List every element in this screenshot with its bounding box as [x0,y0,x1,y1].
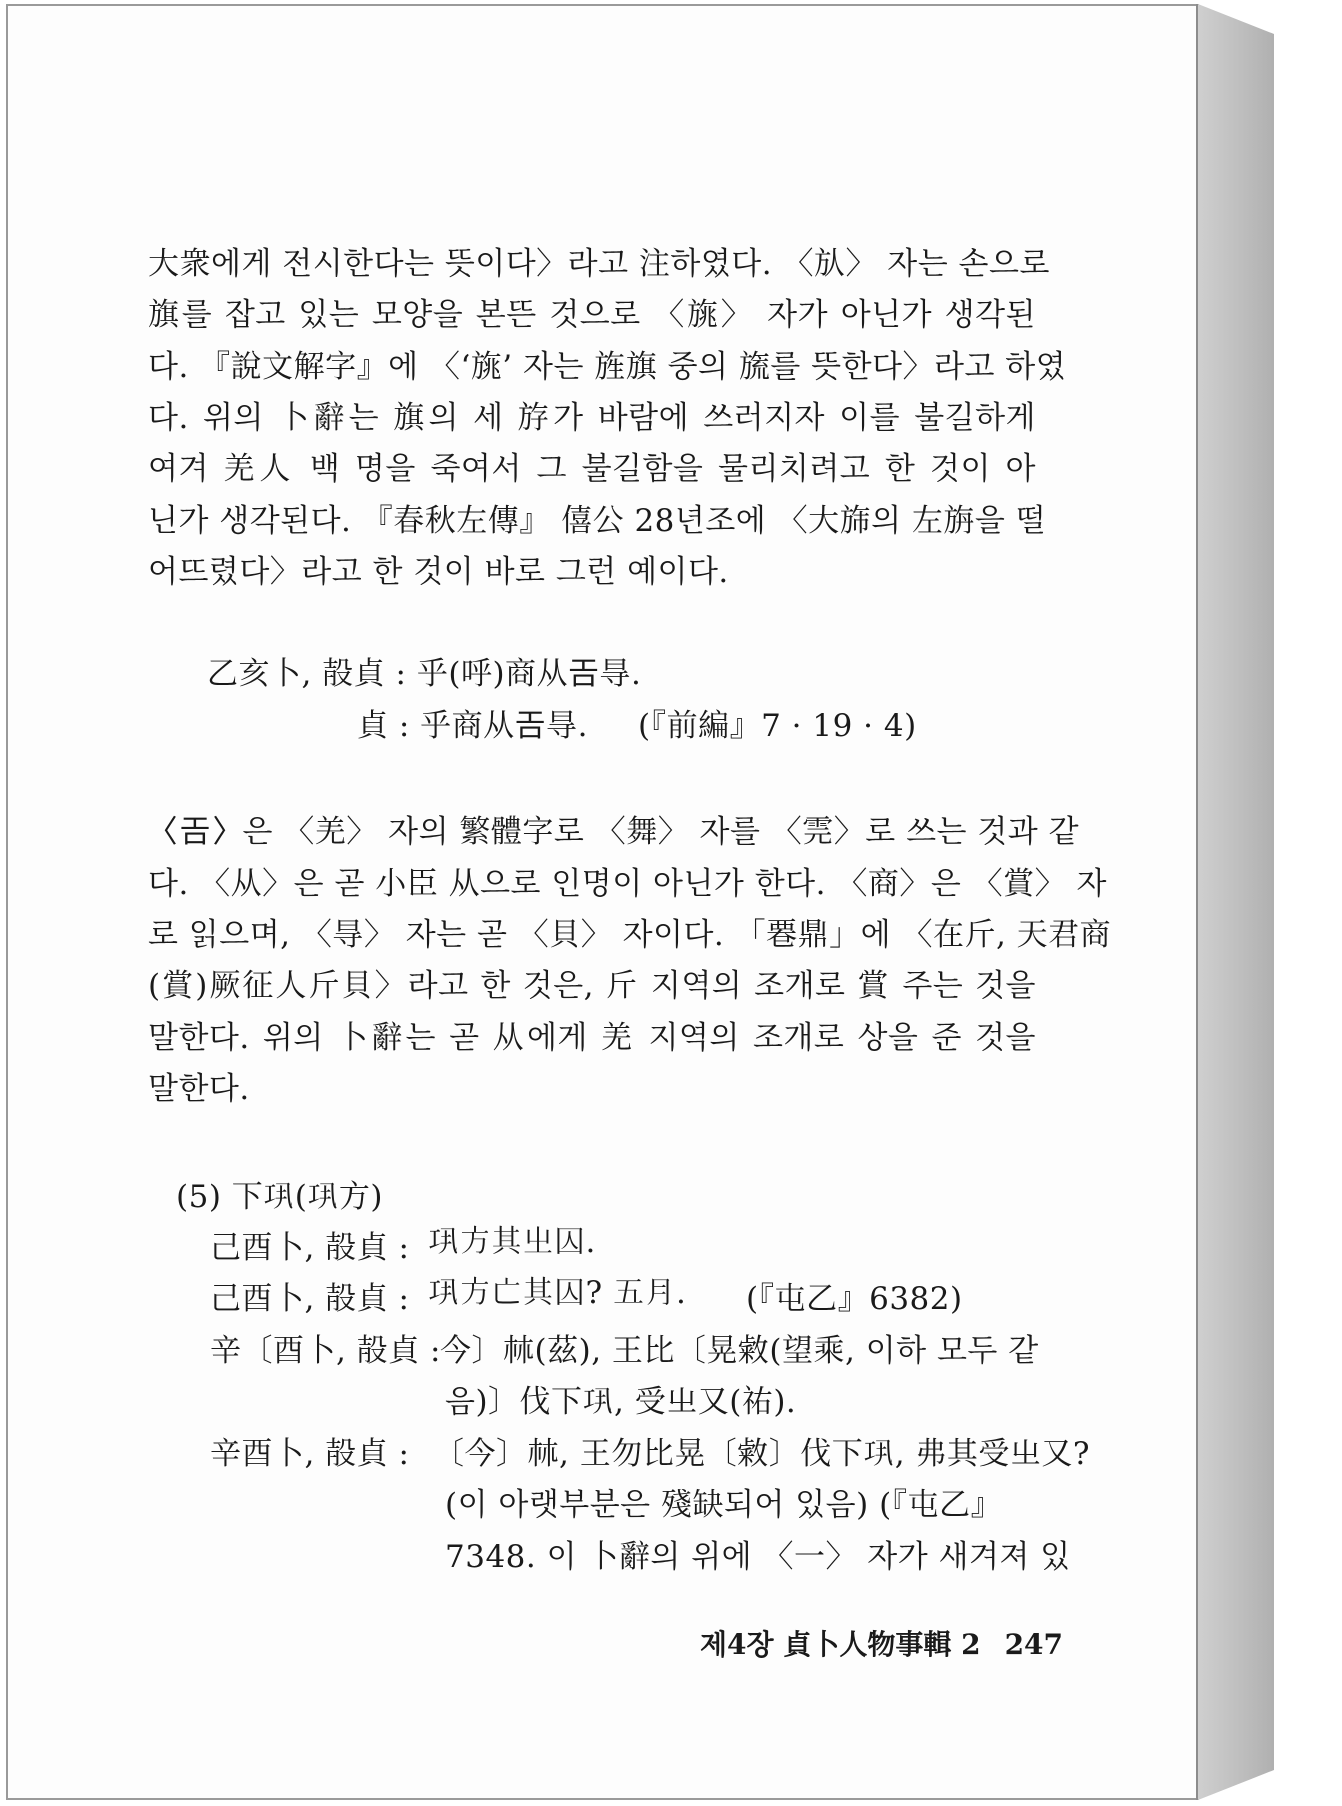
text-line: 여겨 羌人 백 명을 죽여서 그 불길함을 물리치려고 한 것이 아 [148,451,1036,487]
text-line: 旗를 잡고 있는 모양을 본뜬 것으로 〈旐〉 자가 아닌가 생각된 [148,297,1036,333]
inscription-prefix: 己酉卜, 㱿貞 : [210,1230,410,1266]
inscription-text: 7348. 이 卜辭의 위에 〈一〉 자가 새겨져 있 [445,1539,1071,1575]
inscription-source: (『屯乙』6382) [746,1281,963,1317]
inscription-text: 음)〕伐下𢀜, 受㞢又(祐). [445,1384,797,1420]
inscription-line: 乙亥卜, 㱿貞 : 乎(呼)商从𢀛㝵. [207,656,642,692]
text-line: 다. 〈从〉은 곧 小臣 从으로 인명이 아닌가 한다. 〈商〉은 〈賞〉 자 [148,866,1107,902]
page-number: 247 [1004,1628,1064,1661]
section-heading: (5) 下𢀜(𢀜方) [176,1179,383,1215]
running-header: 제4장 貞卜人物事輯 2 [700,1628,981,1661]
text-line: (賞)厥征人斤貝〉라고 한 것은, 斤 지역의 조개로 賞 주는 것을 [148,968,1036,1004]
inscription-prefix: 己酉卜, 㱿貞 : [210,1281,410,1317]
text-line: 말한다. [148,1071,250,1107]
page-footer [700,1623,1063,1663]
book-page-stack-edge [1198,4,1274,1800]
inscription-source: (『前編』7 · 19 · 4) [638,708,917,744]
inscription-text: 〔今〕𣏟, 王勿比晃〔敹〕伐下𢀜, 弗其受㞢又? [433,1436,1091,1472]
inscription-prefix: 辛〔酉卜, 㱿貞 : [210,1333,442,1369]
text-line: 로 읽으며, 〈㝵〉 자는 곧 〈貝〉 자이다. 「䙴鼎」에 〈在斤, 天君商 [148,917,1112,953]
text-line: 어뜨렸다〉라고 한 것이 바로 그런 예이다. [148,554,729,590]
inscription-text: 今〕𣏟(茲), 王比〔晃敹(望乘, 이하 모두 같 [440,1333,1039,1369]
text-line: 말한다. 위의 卜辭는 곧 从에게 羌 지역의 조개로 상을 준 것을 [148,1020,1036,1056]
inscription-text: 𢀜方其㞢囚. [428,1224,596,1260]
inscription-text: (이 아랫부분은 殘缺되어 있음) (『屯乙』 [445,1487,1003,1523]
inscription-prefix: 辛酉卜, 㱿貞 : [210,1436,410,1472]
text-line: 〈𢀛〉은 〈羌〉 자의 繁體字로 〈舞〉 자를 〈䨌〉로 쓰는 것과 같 [148,814,1080,850]
inscription-text: 𢀜方亡其囚? 五月. [428,1275,687,1311]
text-line: 大衆에게 전시한다는 뜻이다〉라고 注하였다. 〈㫃〉 자는 손으로 [148,246,1050,282]
text-line: 다. 위의 卜辭는 旗의 세 斿가 바람에 쓰러지자 이를 불길하게 [148,400,1036,436]
text-line: 닌가 생각된다. 『春秋左傳』 僖公 28년조에 〈大旆의 左旃을 떨 [148,503,1047,539]
inscription-line: 貞 : 乎商从𢀛㝵. [357,708,589,744]
text-line: 다. 『說文解字』에 〈‘旐’ 자는 旌旗 중의 旒를 뜻한다〉라고 하였 [148,349,1067,385]
